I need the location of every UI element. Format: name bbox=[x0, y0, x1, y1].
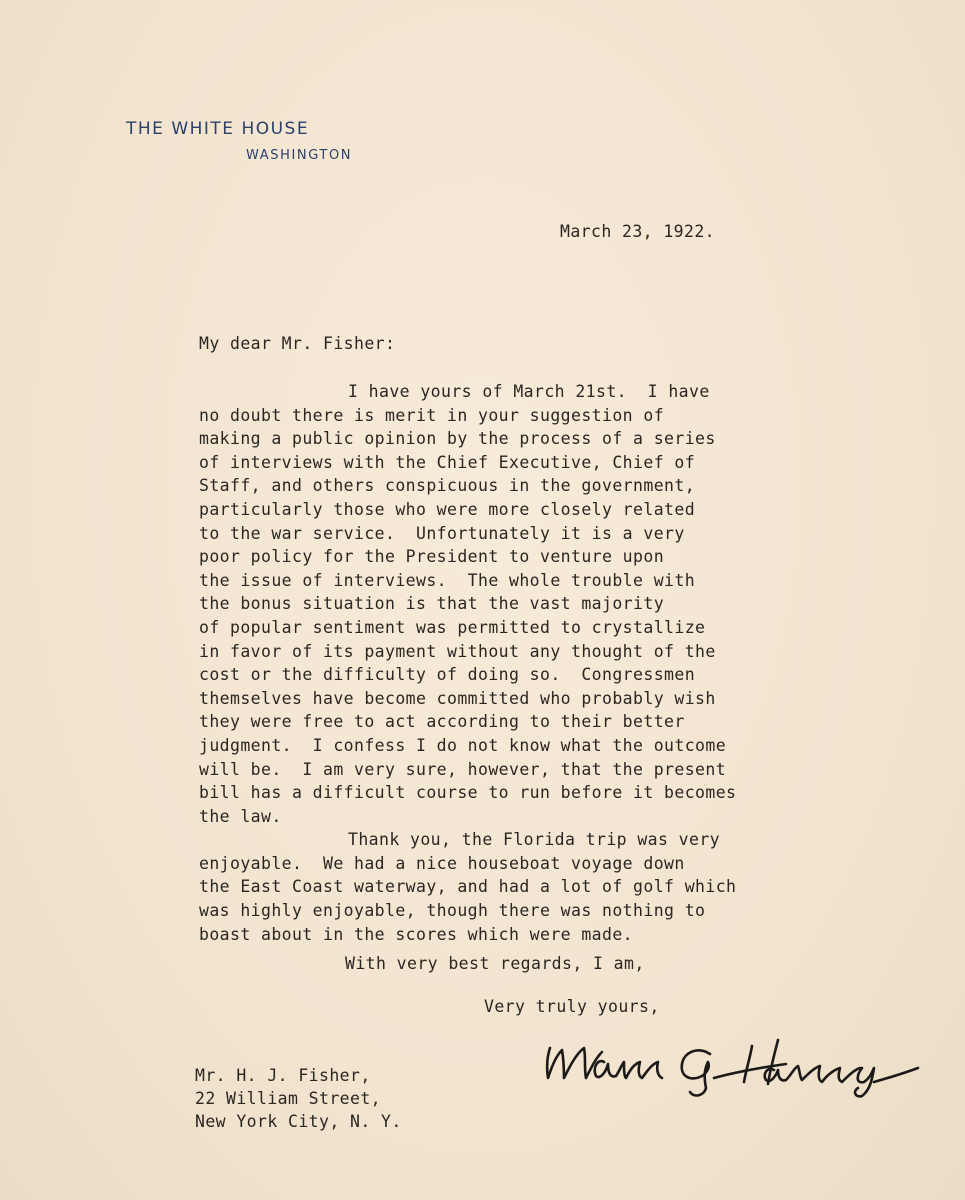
body-line: particularly those who were more closely related bbox=[199, 499, 696, 519]
body-line: bill has a difficult course to run before it becomes bbox=[199, 783, 737, 803]
body-line: was highly enjoyable, though there was nothing to bbox=[199, 901, 706, 921]
letter-body bbox=[199, 380, 736, 946]
body-line: I have yours of March 21st. I have bbox=[348, 382, 710, 401]
recipient-street: 22 William Street, bbox=[195, 1089, 382, 1108]
salutation: My dear Mr. Fisher: bbox=[199, 334, 396, 353]
letter-date: March 23, 1922. bbox=[560, 222, 716, 241]
body-line: they were free to act according to their better bbox=[199, 712, 685, 732]
body-line: the issue of interviews. The whole trouble with bbox=[199, 570, 696, 590]
body-line: no doubt there is merit in your suggestion of bbox=[199, 405, 665, 425]
body-line: the bonus situation is that the vast majority bbox=[199, 594, 665, 614]
body-line: will be. I am very sure, however, that the present bbox=[199, 759, 727, 779]
body-line: of popular sentiment was permitted to crystallize bbox=[199, 617, 706, 637]
body-line: the law. bbox=[199, 806, 282, 826]
body-line: to the war service. Unfortunately it is a very bbox=[199, 523, 685, 543]
body-line: cost or the difficulty of doing so. Congressmen bbox=[199, 665, 696, 685]
body-line: poor policy for the President to venture upon bbox=[199, 547, 665, 567]
closing-valediction: Very truly yours, bbox=[484, 997, 660, 1016]
body-line: in favor of its payment without any thought of the bbox=[199, 641, 716, 661]
body-line: themselves have become committed who probably wish bbox=[199, 688, 716, 708]
body-line: boast about in the scores which were made. bbox=[199, 924, 634, 944]
body-line: of interviews with the Chief Executive, Chief of bbox=[199, 452, 696, 472]
letterhead-title: THE WHITE HOUSE bbox=[126, 119, 310, 139]
body-line: making a public opinion by the process of a series bbox=[199, 429, 716, 449]
body-line: Staff, and others conspicuous in the government, bbox=[199, 476, 696, 496]
body-line: enjoyable. We had a nice houseboat voyage down bbox=[199, 853, 685, 873]
recipient-name: Mr. H. J. Fisher, bbox=[195, 1066, 371, 1085]
body-line: the East Coast waterway, and had a lot of golf which bbox=[199, 877, 737, 897]
closing-regards: With very best regards, I am, bbox=[345, 954, 645, 973]
letterhead-city: WASHINGTON bbox=[246, 148, 353, 163]
body-line: Thank you, the Florida trip was very bbox=[348, 830, 721, 850]
handwritten-signature bbox=[538, 1018, 928, 1098]
recipient-city: New York City, N. Y. bbox=[195, 1112, 402, 1131]
body-line: judgment. I confess I do not know what the outcome bbox=[199, 735, 727, 755]
